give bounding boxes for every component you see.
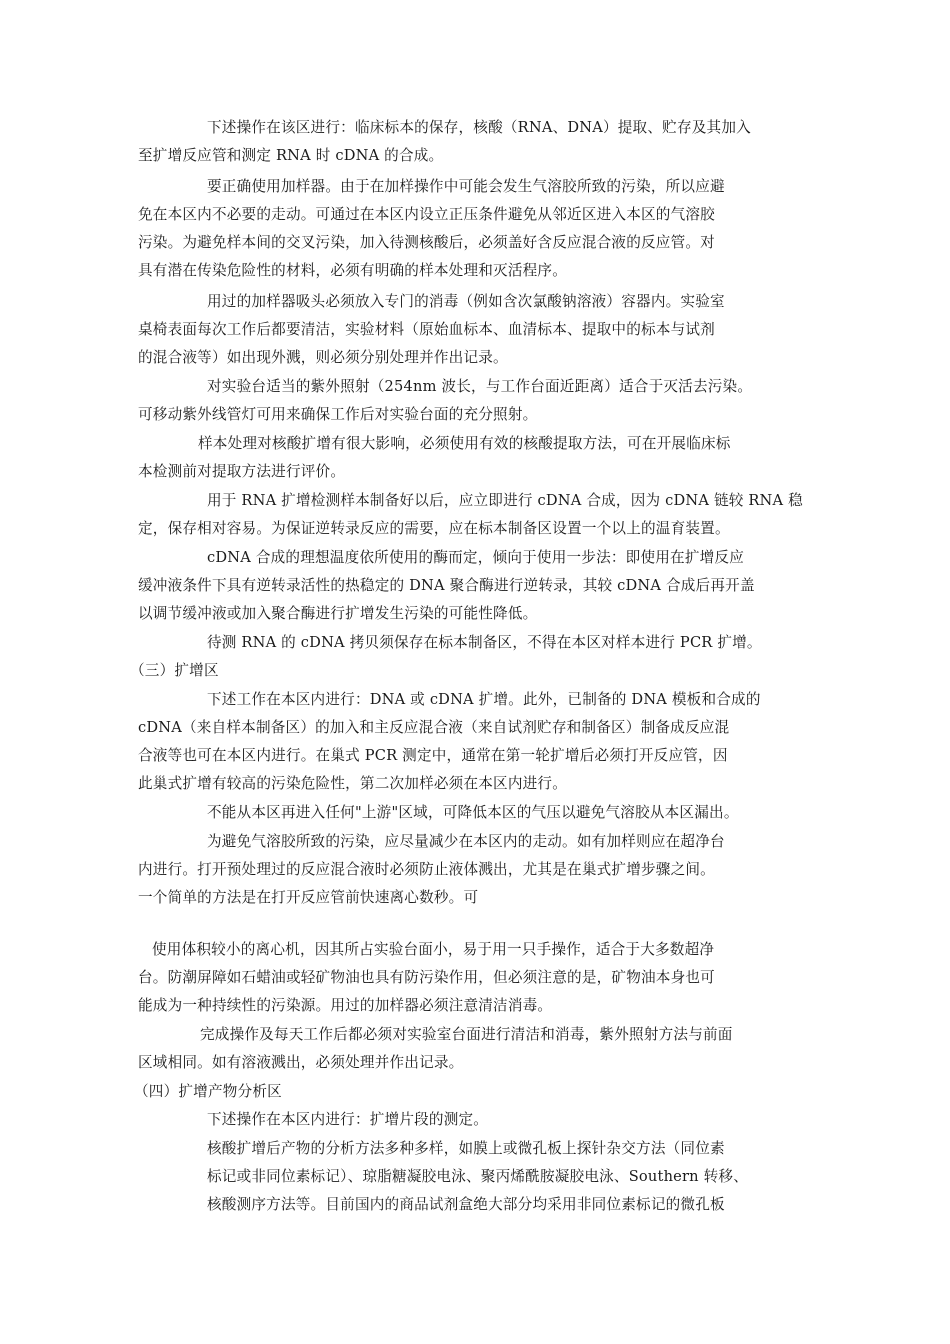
text-line: 免在本区内不必要的走动。可通过在本区内设立正压条件避免从邻近区进入本区的气溶胶 bbox=[138, 206, 715, 223]
text-line: 样本处理对核酸扩增有很大影响，必须使用有效的核酸提取方法，可在开展临床标 bbox=[198, 435, 731, 452]
text-line: 区域相同。如有溶液溅出，必须处理并作出记录。 bbox=[138, 1054, 464, 1071]
section-heading-text: （四）扩增产物分析区 bbox=[134, 1083, 282, 1100]
text-line: 此巢式扩增有较高的污染危险性，第二次加样必须在本区内进行。 bbox=[138, 775, 568, 792]
text-line: 用过的加样器吸头必须放入专门的消毒（例如含次氯酸钠溶液）容器内。实验室 bbox=[207, 293, 725, 310]
text-line: 桌椅表面每次工作后都要清洁，实验材料（原始血标本、血清标本、提取中的标本与试剂 bbox=[138, 321, 715, 338]
text-line: 以调节缓冲液或加入聚合酶进行扩增发生污染的可能性降低。 bbox=[138, 605, 538, 622]
text-line: 不能从本区再进入任何"上游"区域，可降低本区的气压以避免气溶胶从本区漏出。 bbox=[207, 804, 739, 821]
text-line: 可移动紫外线管灯可用来确保工作后对实验台面的充分照射。 bbox=[138, 406, 538, 423]
text-line: 本检测前对提取方法进行评价。 bbox=[138, 463, 346, 480]
text-line: 的混合液等）如出现外溅，则必须分别处理并作出记录。 bbox=[138, 349, 508, 366]
text-line: cDNA（来自样本制备区）的加入和主反应混合液（来自试剂贮存和制备区）制备成反应混 bbox=[138, 719, 730, 736]
text-line: 污染。为避免样本间的交叉污染，加入待测核酸后，必须盖好含反应混合液的反应管。对 bbox=[138, 234, 715, 251]
text-line: 使用体积较小的离心机，因其所占实验台面小，易于用一只手操作，适合于大多数超净 bbox=[152, 941, 715, 958]
text-line: cDNA 合成的理想温度依所使用的酶而定，倾向于使用一步法：即使用在扩增反应 bbox=[207, 549, 745, 566]
text-line: 标记或非同位素标记）、琼脂糖凝胶电泳、聚丙烯酰胺凝胶电泳、Southern 转移、 bbox=[207, 1168, 748, 1185]
text-line: 内进行。打开预处理过的反应混合液时必须防止液体溅出，尤其是在巢式扩增步骤之间。 bbox=[138, 861, 715, 878]
text-line: 下述工作在本区内进行：DNA 或 cDNA 扩增。此外，已制备的 DNA 模板和合成的 bbox=[207, 691, 761, 708]
text-line: 下述操作在该区进行：临床标本的保存，核酸（RNA、DNA）提取、贮存及其加入 bbox=[207, 119, 751, 136]
text-line: 合液等也可在本区内进行。在巢式 PCR 测定中，通常在第一轮扩增后必须打开反应管，因 bbox=[138, 747, 728, 764]
text-line: 具有潜在传染危险性的材料，必须有明确的样本处理和灭活程序。 bbox=[138, 262, 568, 279]
text-line: 为避免气溶胶所致的污染，应尽量减少在本区内的走动。如有加样则应在超净台 bbox=[207, 833, 725, 850]
text-line: 定，保存相对容易。为保证逆转录反应的需要，应在标本制备区设置一个以上的温育装置。 bbox=[138, 520, 730, 537]
text-line: 核酸测序方法等。目前国内的商品试剂盒绝大部分均采用非同位素标记的微孔板 bbox=[207, 1196, 725, 1213]
text-line: 待测 RNA 的 cDNA 拷贝须保存在标本制备区，不得在本区对样本进行 PCR 扩增。 bbox=[207, 634, 762, 651]
text-line: 一个简单的方法是在打开反应管前快速离心数秒。可 bbox=[138, 889, 479, 906]
text-line: 能成为一种持续性的污染源。用过的加样器必须注意清洁消毒。 bbox=[138, 997, 553, 1014]
text-line: 核酸扩增后产物的分析方法多种多样，如膜上或微孔板上探针杂交方法（同位素 bbox=[207, 1140, 725, 1157]
text-line: 用于 RNA 扩增检测样本制备好以后，应立即进行 cDNA 合成，因为 cDNA 链较 RNA 稳 bbox=[207, 492, 803, 509]
text-line: 缓冲液条件下具有逆转录活性的热稳定的 DNA 聚合酶进行逆转录，其较 cDNA 合成后再开盖 bbox=[138, 577, 755, 594]
text-line: 对实验台适当的紫外照射（254nm 波长，与工作台面近距离）适合于灭活去污染。 bbox=[207, 378, 753, 395]
text-line: 至扩增反应管和测定 RNA 时 cDNA 的合成。 bbox=[138, 147, 444, 164]
text-line: 下述操作在本区内进行：扩增片段的测定。 bbox=[207, 1111, 489, 1128]
section-heading-text: （三）扩增区 bbox=[130, 662, 219, 679]
text-line: 台。防潮屏障如石蜡油或轻矿物油也具有防污染作用，但必须注意的是，矿物油本身也可 bbox=[138, 969, 715, 986]
text-line: 完成操作及每天工作后都必须对实验室台面进行清洁和消毒，紫外照射方法与前面 bbox=[200, 1026, 733, 1043]
text-line: 要正确使用加样器。由于在加样操作中可能会发生气溶胶所致的污染，所以应避 bbox=[207, 178, 725, 195]
